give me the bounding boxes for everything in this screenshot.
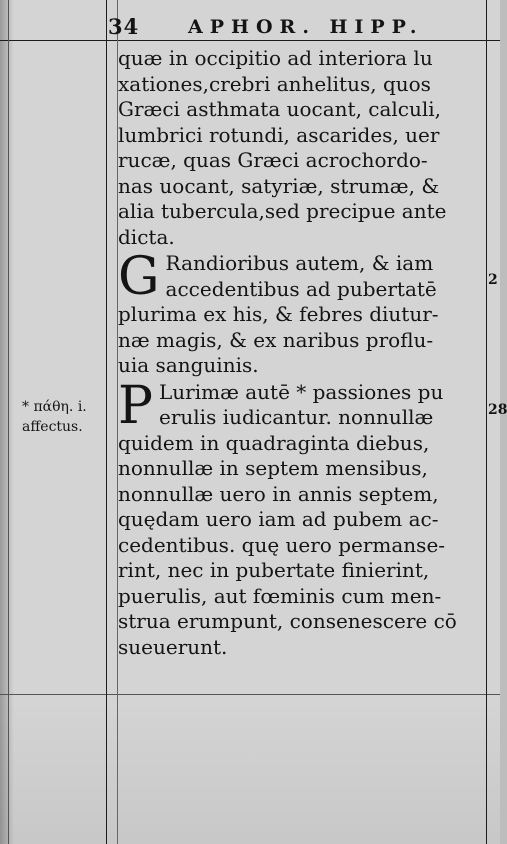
text-line: uia sanguinis. bbox=[118, 353, 259, 377]
head-rule bbox=[0, 40, 500, 41]
right-margin-rule bbox=[486, 0, 487, 844]
foot-rule bbox=[0, 694, 500, 695]
text-line: quæ in occipitio ad interiora lu bbox=[118, 46, 433, 70]
page-number: 34 bbox=[108, 14, 140, 39]
text-line: puerulis, aut fœminis cum men- bbox=[118, 583, 442, 608]
text-line: Randioribus autem, & iam bbox=[165, 251, 434, 275]
left-margin-rule bbox=[106, 0, 107, 844]
text-line: nonnullæ uero in annis septem, bbox=[118, 481, 439, 506]
text-line: lumbrici rotundi, ascarides, uer bbox=[118, 122, 440, 147]
drop-cap: G bbox=[118, 247, 160, 307]
running-head: APHOR. HIPP. bbox=[188, 16, 424, 38]
text-line: Græci asthmata uocant, calculi, bbox=[118, 97, 442, 121]
text-line: nonnullæ in septem mensibus, bbox=[118, 456, 428, 480]
text-line: erulis iudicantur. nonnullæ bbox=[159, 405, 434, 429]
text-line: plurima ex his, & febres diutur- bbox=[118, 302, 439, 326]
text-line: nas uocant, satyriæ, strumæ, & bbox=[118, 173, 440, 198]
text-line: accedentibus ad pubertatē bbox=[165, 276, 437, 301]
aphorism-number-2: 2 bbox=[488, 272, 498, 288]
paragraph-2 bbox=[118, 247, 483, 379]
text-line: strua erumpunt, consenescere cō bbox=[118, 609, 457, 633]
text-line: quidem in quadraginta diebus, bbox=[118, 430, 430, 455]
text-line: Lurimæ autē * passiones pu bbox=[159, 379, 444, 404]
text-line: xationes,crebri anhelitus, quos bbox=[118, 71, 431, 96]
margin-note-greek: * πάθη. i. bbox=[22, 399, 87, 415]
aphorism-number-28: 28 bbox=[488, 402, 507, 418]
text-line: rint, nec in pubertate finierint, bbox=[118, 558, 430, 582]
text-line: sueuerunt. bbox=[118, 634, 228, 659]
drop-cap: P bbox=[118, 375, 153, 436]
text-line: alia tubercula,sed precipue ante bbox=[118, 199, 447, 223]
outer-margin-rule bbox=[8, 0, 9, 844]
paragraph-1 bbox=[118, 46, 483, 250]
text-line: quędam uero iam ad pubem ac- bbox=[118, 507, 439, 531]
text-line: rucæ, quas Græci acrochordo- bbox=[118, 148, 428, 172]
text-line: dicta. bbox=[118, 224, 175, 249]
page-bottom-shadow bbox=[0, 700, 500, 844]
text-line: næ magis, & ex naribus proflu- bbox=[118, 327, 434, 352]
margin-note-latin: affectus. bbox=[22, 419, 83, 435]
paragraph-3 bbox=[118, 375, 483, 661]
main-text bbox=[118, 46, 483, 660]
text-line: cedentibus. quę uero permanse- bbox=[118, 532, 446, 557]
